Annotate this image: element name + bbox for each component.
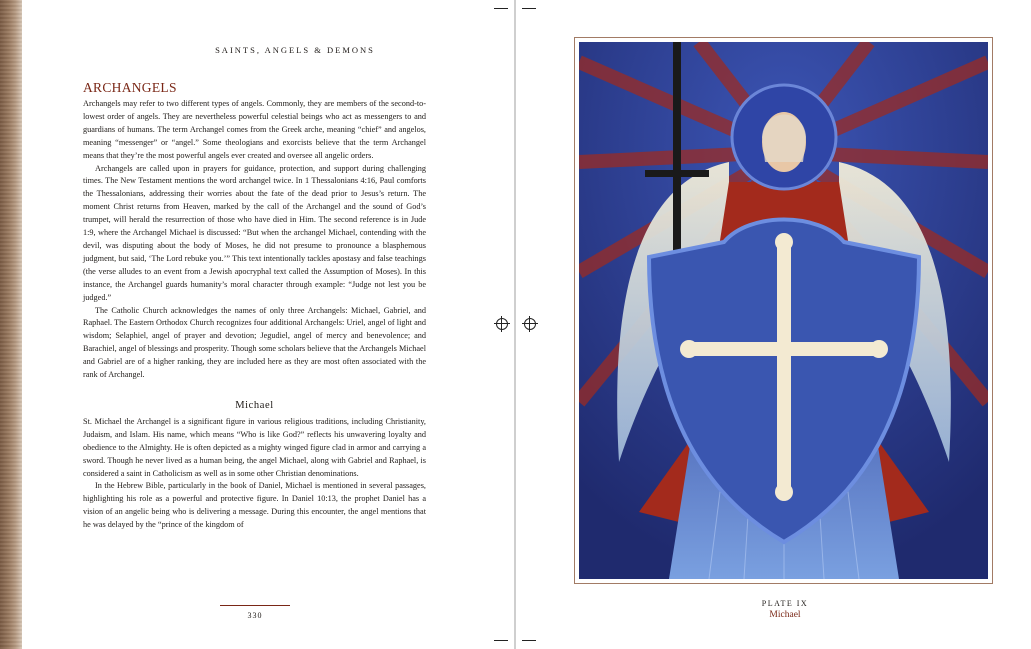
section-title: ARCHANGELS	[83, 80, 177, 95]
paragraph: In the Hebrew Bible, particularly in the book of Daniel, Michael is mentioned in several passages, highlighting his role as a powerful and protective figure. In Daniel 10:13, the prophet Daniel has a vision of an angelic being who is delivering a message. During this encounter, the angel mentions that he was delayed by the “prince of the kingdom of	[83, 481, 426, 530]
crop-mark	[522, 8, 536, 9]
crop-mark	[494, 8, 508, 9]
crop-mark	[522, 640, 536, 641]
plate-number-label: PLATE IX	[761, 599, 809, 608]
running-head: SAINTS, ANGELS & DEMONS	[215, 45, 375, 55]
registration-mark	[524, 318, 536, 330]
paragraph: The Catholic Church acknowledges the names of only three Archangels: Michael, Gabriel, and Raphael. The Eastern Orthodox Church recognizes four additional Archangels: Uriel, angel of light and wisdom; Selaphiel, angel of prayer and devotion; Jegudiel, angel of mercy and benevolence; and Barachiel, angel of blessings and prosperity. Though some scholars believe that the Archangels Michael and Gabriel are of a higher ranking, they are included here as they are most often associated with the rank of Archangel.	[83, 305, 426, 380]
book-spine-edge	[0, 0, 22, 649]
page-number: 330	[247, 611, 263, 620]
plate-illustration	[574, 37, 993, 584]
paragraph: St. Michael the Archangel is a significant figure in various religious traditions, including Christianity, Judaism, and Islam. His name, which means “Who is like God?” reflects his unwavering loyalty and obedience to the Almighty. He is often depicted as a mighty winged figure clad in armor and carrying a sword. Though he never lived as a human being, the angel Michael, along with Gabriel and Raphael, is considered a saint in Catholicism as well as in some other Christian denominations.	[83, 416, 426, 478]
folio-rule	[220, 605, 290, 606]
archangel-michael-illustration	[579, 42, 988, 579]
crop-mark	[494, 640, 508, 641]
subsection-title: Michael	[235, 399, 274, 411]
page-gutter	[514, 0, 516, 649]
paragraph: Archangels may refer to two different types of angels. Commonly, they are members of the second-to-lowest order of angels. They are nevertheless powerful celestial beings who act as messengers to and guardians of humans. The term Archangel comes from the Greek arche, meaning “chief” and angelos, meaning “messenger” or “angel.” Some theologians and exorcists believe that the term Archangel means that they’re the most powerful angels ever created and oversee all angelic orders.	[83, 99, 426, 160]
body-text	[83, 80, 426, 532]
plate-title: Michael	[769, 610, 801, 620]
registration-mark	[496, 318, 508, 330]
paragraph: Archangels are called upon in prayers for guidance, protection, and support during challenging times. The New Testament mentions the word archangel twice. In 1 Thessalonians 4:16, Paul comforts the Thessalonians, addressing their worries about the fate of the dead prior to Jesus’s return. The moment Christ returns from Heaven, marked by the call of the Archangel and the sound of God’s trumpet, will herald the resurrection of those who have died in Him. The second reference is in Jude 1:9, where the Archangel Michael is discussed: “But when the archangel Michael, contending with the devil, was disputing about the body of Moses, he did not presume to pronounce a blasphemous judgment, but said, ‘The Lord rebuke you.’” This text intentionally tackles apostasy and false teachings (the verse alludes to an event from a Jewish apocryphal text called the Assumption of Moses). In this instance, the Archangel guards humanity’s moral character through example: “Judge not lest you be judged.”	[83, 163, 426, 302]
